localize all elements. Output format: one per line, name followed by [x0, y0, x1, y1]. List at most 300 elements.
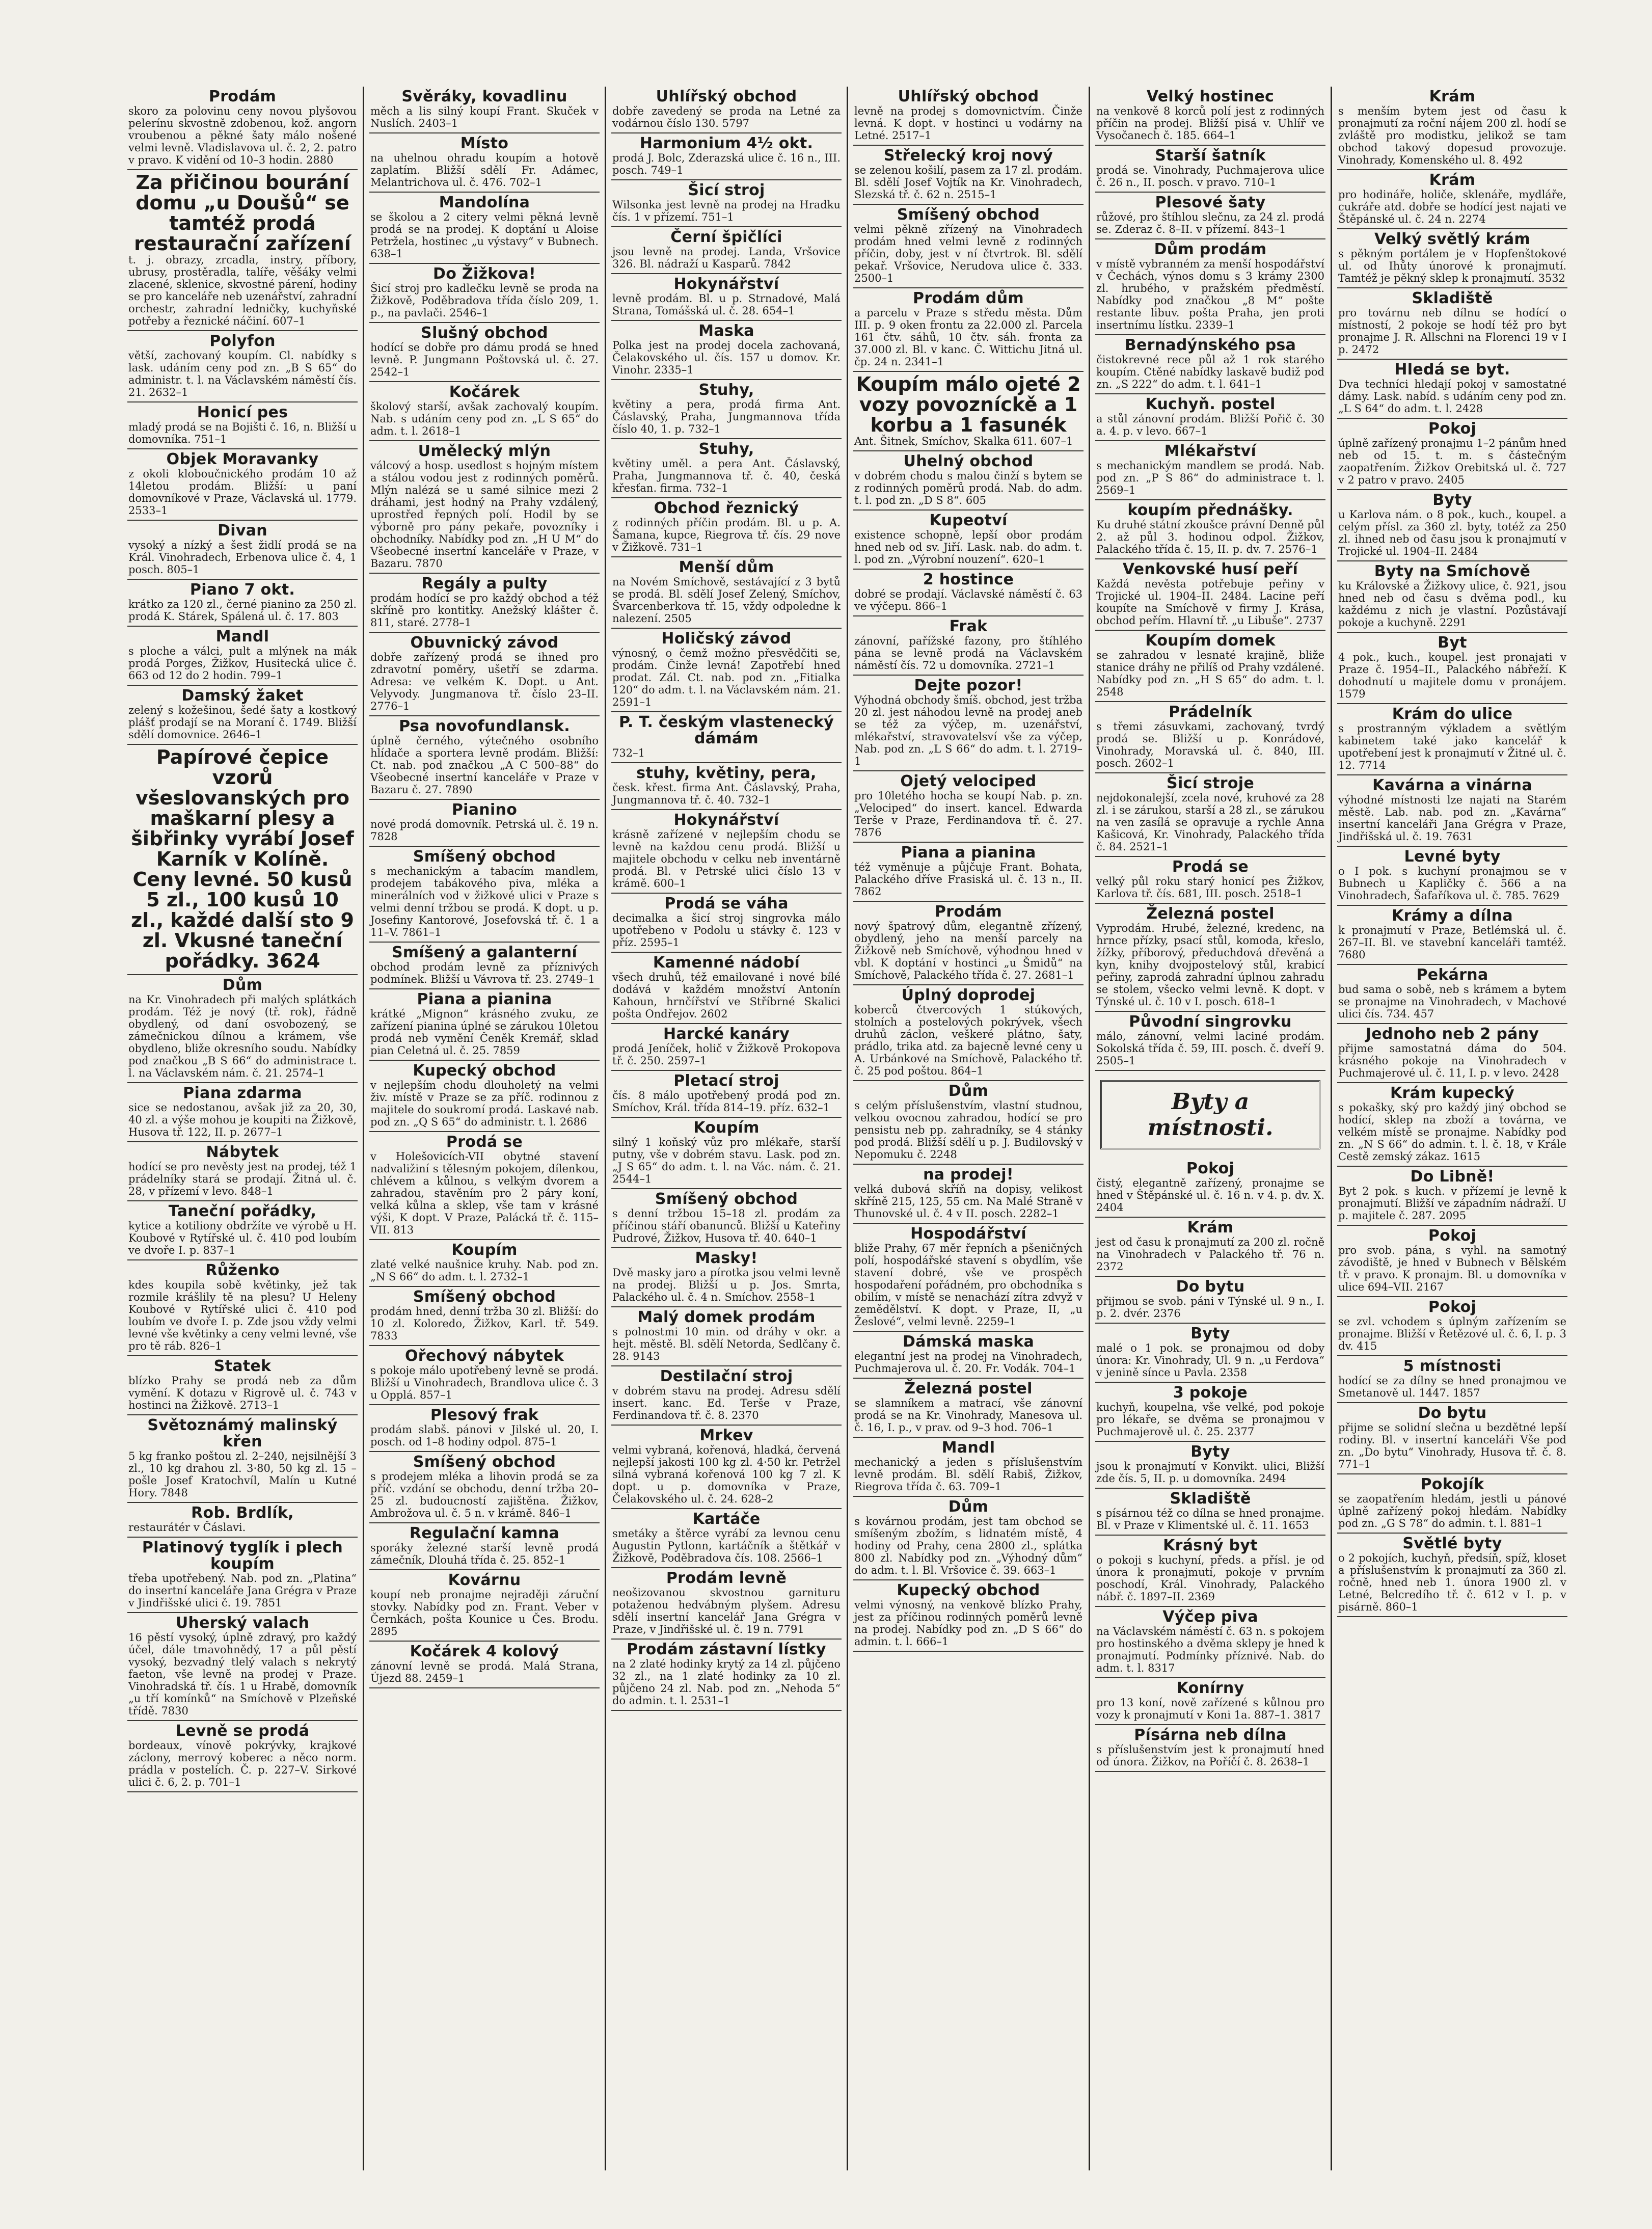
column-rule	[1331, 87, 1332, 2170]
ad-headline: Piana a pianina	[417, 990, 552, 1008]
section-heading-box: Byty a místnosti.	[1100, 1080, 1320, 1149]
ad-body-text: ku Královské a Žižkovy ulice, č. 921, jsou hned neb od času s dvěma podl., ku každému z nich je vlastní. Pozůstávají pokoje a kuchyně. 2291	[1338, 580, 1566, 629]
ad-body-text: sporáky železné starší levně prodá zámečník, Dlouhá třída č. 25. 852–1	[370, 1542, 599, 1566]
classified-ad	[1095, 1012, 1325, 1071]
classified-ad	[369, 1240, 600, 1287]
ad-headline: Původní singrovku	[1129, 1013, 1292, 1031]
ad-headline: Uherský valach	[175, 1614, 310, 1632]
classified-ad	[127, 745, 358, 975]
ad-body-text: pro svob. pána, s vyhl. na samotný závodiště, je hned v Bubnech v Bělském tř. v pravo. K pronajm. Bl. u domovníka v ulice 694–VII. 2167	[1338, 1244, 1566, 1293]
classified-ad	[853, 288, 1084, 372]
ad-headline: Dům	[222, 976, 263, 994]
classified-ad	[1095, 559, 1325, 631]
ad-body-text: v místě vybranném za menší hospodářství v Čechách, výnos domu s 3 krámy 2300 zl. hrubého, v pražském předměstí. Nabídky pod značkou „8 M“ pošte restante libuv. pošta Praha, jen proti insertnímu lístku. 2339–1	[1096, 258, 1324, 331]
ad-body-text: malé o 1 pok. se pronajmou od doby února: Kr. Vinohrady, Ul. 9 n. „u Ferdova“ v jenině sínce u Pavla. 2358	[1096, 1342, 1324, 1379]
ad-headline: Krám	[1429, 171, 1476, 189]
classified-ad	[1095, 1277, 1325, 1324]
ad-headline: Pokoj	[1428, 420, 1477, 438]
ad-body-text: Dva techníci hledají pokoj v samostatné dámy. Lask. nabíd. s udáním ceny pod zn. „L S 64“ do adm. t. l. 2428	[1338, 378, 1566, 415]
classified-ad	[369, 943, 600, 989]
ad-headline: Prodá se	[1172, 858, 1249, 876]
ad-body-text: v nejlepším chodu dlouholetý na velmi živ. místě v Praze se za příč. rodinnou z majitele do soukromí prodá. Laskavé nab. pod zn. „Q S 65“ do administr. t. l. 2686	[370, 1079, 599, 1128]
ad-headline: Kupecký obchod	[413, 1062, 556, 1080]
ad-body-text: skoro za polovinu ceny novou plyšovou pelerínu skvostně zdobenou, kož. angorn vroubenou a pěkné šaty málo nošené velmi levně. Vladislavova ul. č. 2, 2. patro v pravo. K vidění od 10–3 hodin. 2880	[128, 105, 357, 166]
classified-ad	[611, 227, 842, 274]
ad-headline: Plesové šaty	[1155, 194, 1266, 211]
classified-ad	[369, 989, 600, 1061]
classified-ad	[853, 1165, 1084, 1224]
ad-body-text: výhodné místnosti lze najati na Starém městě. Lab. nab. pod zn. „Kavárna“ insertní kanceláři Jana Grégra v Praze, Jindřišská ul. č. 19. 7631	[1338, 794, 1566, 843]
classifieds-column-4	[853, 87, 1084, 2170]
ad-headline: na prodej!	[923, 1166, 1014, 1184]
ad-body-text: na Václavském náměstí č. 63 n. s pokojem pro hostinského a dvěma sklepy je hned k pronajmutí. Podmínky příznivé. Nab. do adm. t. l. 8317	[1096, 1625, 1324, 1674]
classified-ad	[1095, 1383, 1325, 1442]
classified-ad	[853, 146, 1084, 205]
classified-ad	[1337, 419, 1567, 490]
ad-headline: Písárna neb dílna	[1134, 1726, 1287, 1744]
ad-headline: Kupeotví	[929, 512, 1008, 529]
classified-ad	[1337, 1474, 1567, 1534]
ad-headline: Bernadýnského psa	[1124, 336, 1296, 354]
classified-ad	[611, 87, 842, 133]
ad-body-text: prodám hodící se pro každý obchod a též skříně pro kontitky. Anežský klášter č. 811, staré. 2778–1	[370, 592, 599, 629]
ad-body-text: se zvl. vchodem s úplným zařízením se pronajme. Bližší v Řetězové ul. č. 6, I. p. 3 dv. 415	[1338, 1315, 1567, 1352]
ad-body-text: čistý, elegantně zařízený, pronajme se hned v Štěpánské ul. č. 16 n. v 4. p. dv. X. 2404	[1096, 1177, 1324, 1214]
classified-ad	[1095, 394, 1325, 441]
classified-ad	[127, 1721, 358, 1792]
ad-headline: Honicí pes	[197, 404, 288, 421]
ad-body-text: Šicí stroj pro kadlečku levně se proda na Žižkově, Poděbradova třída číslo 209, 1. p., na pavlači. 2546–1	[370, 282, 599, 319]
ad-headline: Dům	[948, 1498, 989, 1516]
ad-headline: Pletací stroj	[673, 1072, 779, 1090]
ad-headline: Stuhy,	[698, 440, 754, 458]
classified-ad	[369, 800, 600, 847]
ad-headline: Hospodářství	[910, 1225, 1026, 1243]
ad-body-text: silný 1 koňský vůz pro mlékaře, starší putny, vše v dobrém stavu. Lask. pod zn. „J S 65“ do adm. t. l. na Vác. nám. č. 21. 2544–1	[612, 1136, 841, 1185]
classified-ad	[611, 1509, 842, 1568]
classified-ad	[1337, 1534, 1567, 1617]
ad-body-text: hodící se pro nevěsty jest na prodej, též 1 prádelníky stará se prodají. Žitná ul. č. 28, v přízemí v levo. 848–1	[128, 1161, 357, 1197]
ad-body-text: a stůl zánovní prodám. Bližší Pořič č. 30 a. 4. p. v levo. 667–1	[1096, 413, 1324, 437]
classified-ad	[369, 382, 600, 441]
ad-body-text: decimalka a šicí stroj singrovka málo upotřebeno v Podolu u stávky č. 123 v příz. 2595–1	[612, 912, 841, 949]
ad-body-text: koberců čtvercových 1 stúkových, stolních a postelových pokrývek, všech druhů záclon, veškeré plátno, šaty, prádlo, trika atd. za bajecně levné ceny u A. Urbánkové na Smíchově, Palackého tř. č. 25 pod poštou. 864–1	[854, 1004, 1082, 1077]
ad-body-text: dobře zařízený prodá se ihned pro zdravotní poměry, ušetří se zdarma. Adresa: ve velkém K. Dopt. u Ant. Velyvody. Jungmanova tř. číslo 23–II. 2776–1	[370, 651, 599, 712]
classified-ad	[611, 1024, 842, 1071]
classified-ad	[611, 498, 842, 557]
ad-body-text: v dobrém chodu s malou činží s bytem se z rodinných poměrů prodá. Nab. do adm. t. l. pod zn. „D S 8“. 605	[854, 470, 1082, 506]
ad-headline: Venkovské husí peří	[1122, 560, 1298, 578]
classified-ad	[1337, 360, 1567, 419]
ad-headline: Levné byty	[1404, 848, 1501, 866]
ad-body-text: na 2 zlaté hodinky krytý za 14 zl. půjčeno 32 zl., na 1 zlaté hodinky za 10 zl. půjčeno 24 zl. Nab. pod zn. „Nehoda 5“ do admin. t. l. 2531–1	[612, 1658, 841, 1707]
ad-headline: Velký světlý krám	[1374, 230, 1530, 248]
ad-body-text: a parcelu v Praze s středu města. Dům III. p. 9 oken frontu za 22.000 zl. Parcela 161 čtv. sáhů, 10 čtv. sáh. fronta za 37.000 zl. Bl. v kanc. Č. Wittichu Jitná ul. čp. 24 n. 2341–1	[854, 307, 1082, 368]
ad-headline: Prodám	[934, 903, 1003, 921]
ad-body-text: pro 10letého hocha se koupí Nab. p. zn. „Velociped“ do insert. kancel. Edwarda Terše v Praze, Ferdinandova tř. č. 27. 7876	[854, 790, 1082, 839]
classified-ad	[1337, 704, 1567, 775]
ad-body-text: o 2 pokojích, kuchyň, předsíň, spíž, kloset a příslušenstvím k pronajmutí za 360 zl. ročně, hned neb 1. února 1900 zl. v Letné, Belcredího tř. č. 612 v I. p. v pisárně. 860–1	[1338, 1552, 1566, 1613]
ad-body-text: na venkově 8 korců polí jest z rodinných příčin na prodej. Bližší pisá v. Uhlíř ve Vysočanech č. 185. 664–1	[1096, 105, 1324, 142]
ad-body-text: se zelenou košilí, pasem za 17 zl. prodám. Bl. sdělí Josef Vojtík na Kr. Vinohradech, Slezská tř. č. 62 n. 2515–1	[854, 164, 1082, 201]
ad-body-text: bud sama o sobě, neb s krámem a bytem se pronajme na Vinohradech, v Machové ulici čís. 734. 457	[1338, 983, 1566, 1020]
ad-headline: Pokoj	[1186, 1160, 1235, 1177]
classified-ad	[369, 323, 600, 382]
ad-body-text: pro 13 koní, nově zařízené s kůlnou pro vozy k pronajmutí v Koni 1a. 887–1. 3817	[1096, 1697, 1324, 1721]
classified-ad	[853, 771, 1084, 843]
classified-ad	[1095, 1489, 1325, 1536]
classified-ad	[369, 1287, 600, 1346]
classified-ad	[611, 1118, 842, 1189]
ad-body-text: bordeaux, vínově pokrývky, krajkové záclony, merrový koberec a něco norm. prádla v postelích. Č. p. 227–V. Sirkové ulici č. 6, 2. p. 701–1	[128, 1739, 357, 1788]
classifieds-column-3	[611, 87, 842, 2170]
ad-headline: Byty	[1190, 1443, 1230, 1461]
classified-ad	[369, 574, 600, 633]
ad-body-text: mechanický a jeden s příslušenstvím levně prodám. Bl. sdělí Rabiš, Žižkov, Riegrova třída č. 63. 709–1	[854, 1456, 1082, 1493]
ad-body-text: s příslušenstvím jest k pronajmutí hned od února. Žižkov, na Poříčí č. 8. 2638–1	[1096, 1743, 1324, 1768]
ad-body-text: hodící se za dílny se hned pronajmou ve Smetanově ul. 1447. 1857	[1338, 1375, 1566, 1399]
ad-body-text: s menším bytem jest od času k pronajmutí za roční nájem 200 zl. hodí se zvláště pro modistku, jelikož se tam obchod takový dopesud provozuje. Vinohrady, Komenského ul. 8. 492	[1338, 105, 1566, 166]
ad-headline: Mandolína	[439, 194, 530, 211]
ad-body-text: prodá se. Vinohrady, Puchmajerova ulice č. 26 n., II. posch. v pravo. 710–1	[1096, 164, 1324, 189]
ad-headline: Nábytek	[206, 1143, 279, 1161]
column-rule	[847, 87, 848, 2170]
classified-ad	[369, 633, 600, 716]
ad-body-text: vysoký a nízký a šest židlí prodá se na Král. Vinohradech, Erbenova ulice č. 4, 1 posch. 805–1	[128, 539, 357, 576]
ad-headline: Výčep piva	[1162, 1608, 1258, 1626]
classified-ad	[853, 1081, 1084, 1165]
ad-headline: Uhlířský obchod	[898, 88, 1039, 105]
ad-body-text: se slamníkem a matrací, vše zánovní prodá se na Kr. Vinohrady, Manesova ul. č. 16, I. p., v prav. od 9–3 hod. 706–1	[854, 1397, 1082, 1434]
ad-body-text: obchod prodám levně za příznivých podmínek. Bližší u Vávrova tř. 23. 2749–1	[370, 961, 599, 985]
classified-ad	[1337, 1403, 1567, 1474]
classified-ad	[611, 1189, 842, 1248]
ad-body-text: málo, zánovní, velmi laciné prodám. Sokolská třída č. 59, III. posch. č. dveří 9. 2505–1	[1096, 1030, 1324, 1067]
ad-body-text: o I pok. s kuchyní pronajmou se v Bubnech u Kapličky č. 566 a na Vinohradech, Šafaříkova ul. č. 785. 7629	[1338, 865, 1566, 902]
ad-body-text: jsou levně na prodej. Landa, Vršovice 326. Bl. nádraží u Kasparů. 7842	[612, 246, 841, 270]
ad-body-text: školový starší, avšak zachovalý koupím. Nab. s udáním ceny pod zn. „L S 65“ do adm. t. l. 2618–1	[370, 400, 599, 437]
ad-headline: Mandl	[941, 1439, 995, 1457]
ad-headline: Krámy a dílna	[1392, 907, 1513, 925]
classified-ad	[1337, 288, 1567, 360]
ad-body-text: velký půl roku starý honicí pes Žižkov, Karlova tř. čís. 681, III. posch. 2518–1	[1096, 875, 1324, 900]
classified-ad	[369, 133, 600, 193]
classified-ad	[611, 133, 842, 180]
classified-ad	[1337, 965, 1567, 1024]
ad-headline: Smíšený obchod	[413, 848, 556, 866]
classified-ad	[127, 1356, 358, 1415]
classified-ad	[127, 1415, 358, 1503]
ad-body-text: úplně černého, výtečného osobního hlídače a sportera levně prodám. Bližší: Ct. nab. pod značkou „A C 500–88“ do Všeobecné insertní kanceláře v Praze v Bazaru č. 27. 7890	[370, 735, 599, 796]
classified-ad	[1095, 857, 1325, 904]
classified-ad	[369, 441, 600, 574]
classified-ad	[1337, 490, 1567, 561]
ad-body-text: k pronajmutí v Praze, Betlémská ul. č. 267–II. Bl. ve stavební kanceláři tamtéž. 7680	[1338, 924, 1566, 961]
classified-ad	[1095, 1218, 1325, 1277]
classified-ad	[127, 1613, 358, 1721]
ad-body-text: prodám slabš. pánovi v Jilské ul. 20, I. posch. od 1–8 hodiny odpol. 875–1	[370, 1424, 599, 1448]
ad-body-text: pro hodináře, holiče, sklenáře, mydláře, cukráře atd. dobře se hodící jest najati ve Štěpánské ul. č. 24 n. 2274	[1338, 189, 1566, 225]
ad-headline: Svěráky, kovadlinu	[401, 88, 567, 105]
ad-headline: Krám	[1187, 1219, 1234, 1237]
ad-headline: Dům	[948, 1082, 989, 1100]
ad-body-text: pro továrnu neb dílnu se hodící o místností, 2 pokoje se hodí též pro byt pronajme J. R. Allschni na Florenci 19 v I p. 2472	[1338, 307, 1566, 356]
ad-body-text: jsou k pronajmutí v Konvikt. ulici, Bližší zde čís. 5, II. p. u domovníka. 2494	[1096, 1460, 1324, 1485]
ad-body-text: Vyprodám. Hrubé, železné, kredenc, na hrnce přízky, psací stůl, komoda, křeslo, žížky, příborový, předuchdová dřevěná a kyn, knihy dvojpostelový stůl, krabicí peřiny, zaprodá zahradní úplnou zahradu se stolem, všecko velmi levně. K dopt. v Týnské ul. č. 10 v I. posch. 618–1	[1096, 922, 1324, 1008]
ad-body-text: růžové, pro štíhlou slečnu, za 24 zl. prodá se. Zderaz č. 8–II. v přízemí. 843–1	[1096, 211, 1324, 235]
ad-body-text: s prostranným výkladem a světlým kabinetem také jako kancelář k upotřebení jest k pronajmutí v Žitné ul. č. 12. 7714	[1338, 722, 1566, 771]
ad-body-text: s pěkným portálem je v Hopfenštokové ul. od Ihůty únorové k pronajmutí. Tamtéž je pěkný sklep k pronajmutí. 3532	[1338, 248, 1566, 284]
ad-body-text: Každá nevěsta potřebuje peřiny v Trojické ul. 1904–II. 2484. Lacine peří koupíte na Smíchově v firmy J. Krása, obchod peřím. Hlavní tř. „u Libuše“. 2737	[1096, 578, 1324, 627]
ad-headline: Uhelný obchod	[903, 452, 1034, 470]
classified-ad	[1095, 1536, 1325, 1607]
classified-ad	[127, 1083, 358, 1142]
ad-body-text: s polnostmi 10 min. od dráhy v okr. a hejt. městě. Bl. sdělí Netorda, Sedlčany č. 28. 9143	[612, 1326, 841, 1362]
classified-ad	[127, 1503, 358, 1538]
ad-body-text: čís. 8 málo upotřebený prodá pod zn. Smíchov, Král. třída 814–19. příz. 632–1	[612, 1089, 841, 1114]
ad-headline: Šicí stroj	[688, 181, 765, 199]
ad-body-text: Ant. Šitnek, Smíchov, Skalka 611. 607–1	[854, 435, 1073, 447]
classifieds-column-6	[1337, 87, 1567, 2170]
ad-headline: Kočárek	[449, 383, 520, 401]
ad-headline: Divan	[218, 522, 267, 540]
ad-body-text: z okoli kloboučnického prodám 10 až 14letou prodám. Bližší: u paní domovníkové v Praze, Václavská ul. 1779. 2533–1	[128, 468, 357, 517]
ad-body-text: s ploche a válci, pult a mlýnek na mák prodá Porges, Žižkov, Husitecká ulice č. 663 od 12 do 2 hodin. 799–1	[128, 645, 357, 682]
ad-body-text: Polka jest na prodej docela zachovaná, Čelakovského ul. čís. 157 u domov. Kr. Vinohr. 2335–1	[612, 339, 841, 376]
ad-headline: Smíšený obchod	[655, 1190, 798, 1208]
classified-ad	[1337, 170, 1567, 229]
ad-headline: Skladiště	[1170, 1490, 1251, 1508]
ad-headline: Krám kupecký	[1390, 1084, 1514, 1102]
ad-body-text: s třemi zásuvkami, zachovaný, tvrdý prodá se. Bližší u p. Konrádové, Vinohrady, Moravská ul. č. 840, III. posch. 2602–1	[1096, 720, 1324, 769]
ad-headline: Pekárna	[1416, 966, 1488, 984]
ad-headline: Smíšený obchod	[413, 1453, 556, 1471]
ad-body-text: na uhelnou ohradu koupím a hotově zaplatím. Bližší sdělí Fr. Adámec, Melantrichova ul. č. 476. 702–1	[370, 152, 599, 189]
ad-body-text: větší, zachovaný koupím. Cl. nabídky s lask. udáním ceny pod zn. „B S 65“ do administr. t. l. na Václavském náměstí čís. 21. 2632–1	[128, 350, 357, 398]
classifieds-column-5	[1095, 87, 1325, 2170]
ad-headline: Rob. Brdlík,	[191, 1504, 294, 1522]
ad-headline: Holičský závod	[661, 630, 792, 648]
classified-ad	[1337, 1083, 1567, 1167]
classified-ad	[127, 402, 358, 449]
ad-headline: Mrkev	[699, 1427, 753, 1444]
classified-ad	[1095, 773, 1325, 857]
classified-ad	[611, 380, 842, 439]
ad-body-text: dobré se prodají. Václavské náměstí č. 63 ve výčepu. 866–1	[854, 588, 1082, 612]
ad-headline: Byty	[1432, 491, 1472, 509]
ad-headline: Starší šatník	[1155, 147, 1266, 165]
ad-body-text: Dvě masky jaro a pírotka jsou velmi levně na prodej. Bližší u p. Jos. Smrta, Palackého ul. č. 4 n. Smíchov. 2558–1	[612, 1267, 841, 1303]
ad-headline: Krám do ulice	[1392, 705, 1513, 723]
column-rule	[363, 87, 364, 2170]
classified-ad	[611, 1248, 842, 1307]
ad-headline: Masky!	[695, 1249, 758, 1267]
ad-headline: Hokynářství	[673, 811, 779, 829]
ad-body-text: nový špatrový dům, elegantně zřízený, obydlený, jeho na menší parcely na Žižkově neb Smíchově, výhodnou hned v vbl. K doptání v hostinci „u Šmidů“ na Smíchově, Palackého třída č. 27. 2681–1	[854, 920, 1082, 981]
ad-body-text: květiny a pera, prodá firma Ant. Čáslavský, Praha, Jungmannova třída číslo 40, 1. p. 732–1	[612, 398, 841, 435]
classified-ad	[1337, 1356, 1567, 1403]
classified-ad	[1095, 631, 1325, 702]
ad-headline: Prodám levně	[666, 1569, 787, 1587]
classified-ad	[611, 180, 842, 227]
ad-body-text: s písárnou též co dílna se hned pronajme. Bl. v Praze v Klimentské ul. č. 11. 1653	[1096, 1507, 1324, 1532]
ad-body-text: t. j. obrazy, zrcadla, instry, příbory, ubrusy, prostěradla, talíře, věšáky velmi zlacené, sklenice, skvostné párení, hodiny se pro kanceláře neb uzenářství, zahradní orchestr, zahradní ledničky, kuchyňské potřeby a řeznické náčiní. 607–1	[128, 254, 357, 327]
ad-body-text: Ku druhé státní zkoušce právní Denně půl 2. až půl 3. hodinou odpol. Žižkov, Palackého třída č. 15, II. p. dv. 7. 2576–1	[1096, 519, 1324, 555]
ad-headline: Černí špičlíci	[670, 228, 782, 246]
ad-headline: Taneční pořádky,	[168, 1202, 317, 1220]
ad-headline: Papírové čepice vzorů všeslovanských pro maškarní plesy a šibřinky vyrábí Josef Karník v Kolíně. Ceny levné. 50 kusů 5 zl., 100 kusů 10 zl., každé další sto 9 zl. Vkusné taneční pořádky. 3624	[131, 746, 354, 972]
ad-headline: Kamenné nádobí	[653, 954, 800, 972]
classified-ad	[127, 449, 358, 521]
ad-headline: Pokoj	[1428, 1227, 1477, 1245]
ad-body-text: prodám hned, denní tržba 30 zl. Bližší: do 10 zl. Koloredo, Žižkov, Karl. tř. 549. 7833	[370, 1305, 599, 1342]
ad-body-text: česk. křest. firma Ant. Čáslavský, Praha, Jungmannova tř. č. 40. 732–1	[612, 782, 841, 806]
ad-headline: Kartáče	[692, 1510, 761, 1528]
ad-headline: Střelecký kroj nový	[883, 147, 1053, 165]
ad-headline: Kupecký obchod	[897, 1581, 1040, 1599]
classified-ad	[1095, 1324, 1325, 1383]
classified-ad	[1337, 633, 1567, 704]
ad-body-text: s kovárnou prodám, jest tam obchod se smíšeným zbožím, s lidnatém místě, 4 hodiny od Prahy, cena 2800 zl., splátka 800 zl. Nabídky pod zn. „Výhodný dům“ do adm. t. l. Bl. Vršovice č. 39. 663–1	[854, 1515, 1082, 1576]
ad-headline: Koupím domek	[1145, 632, 1276, 650]
ad-body-text: přijme samostatná dáma do 504. krásného pokoje na Vinohradech v Puchmajerové ul. č. 11, I. p. v levo. 2428	[1338, 1042, 1566, 1079]
ad-headline: Světlé byty	[1402, 1535, 1502, 1552]
ad-body-text: velká dubová skříň na dopisy, velikost skříně 215, 125, 55 cm. Na Malé Straně v Thunovské ul. č. 4 v II. posch. 2282–1	[854, 1183, 1082, 1220]
classified-ad	[853, 1580, 1084, 1652]
classified-ad	[369, 1523, 600, 1570]
classified-ad	[369, 87, 600, 133]
classified-ad	[1095, 1442, 1325, 1489]
classified-ad	[853, 87, 1084, 146]
classified-ad	[853, 1497, 1084, 1580]
ad-body-text: s pokoje málo upotřebený levně se prodá. Bližší u Vinohradech, Brandlova ulice č. 3 u Opplá. 857–1	[370, 1364, 599, 1401]
classified-ad	[369, 1452, 600, 1523]
ad-headline: 5 místnosti	[1403, 1357, 1502, 1375]
ad-headline: Do bytu	[1418, 1404, 1487, 1422]
ad-headline: Slušný obchod	[421, 324, 548, 342]
ad-body-text: v Holešovicích-VII obytné stavení nadvaližiní s tělesným pokojem, dílenkou, chlévem a kůlnou, s velkým dvorem a zahradou, stavěním pro 2 páry koní, velká kůlna a sklep, vše tam v krásné výši, K dopt. V Praze, Palácká tř. č. 115–VII. 813	[370, 1150, 599, 1236]
ad-body-text: s mechanickým mandlem se prodá. Nab. pod zn. „P S 86“ do administrace t. l. 2569–1	[1096, 460, 1324, 496]
classified-ad	[1095, 1607, 1325, 1678]
ad-headline: Byt	[1438, 634, 1467, 652]
ad-headline: Do Žižkova!	[433, 265, 536, 283]
classified-ad	[1095, 1678, 1325, 1725]
ad-body-text: se zahradou v lesnaté krajině, bliže stanice dráhy ne přilíš od Prahy vzdálené. Nabídky pod zn. „H S 65“ do adm. t. l. 2548	[1096, 649, 1324, 698]
classified-ad	[611, 557, 842, 629]
ad-headline: Obuvnický závod	[410, 634, 559, 652]
classified-ad	[611, 1568, 842, 1640]
classified-ad	[369, 193, 600, 264]
classified-ad	[611, 953, 842, 1024]
ad-headline: Obchod řeznický	[654, 499, 799, 517]
classified-ad	[369, 847, 600, 943]
ad-headline: Levně se prodá	[175, 1722, 310, 1740]
classified-ad	[127, 331, 358, 402]
ad-headline: Do bytu	[1176, 1278, 1245, 1296]
ad-headline: Velký hostinec	[1146, 88, 1275, 105]
ad-body-text: na Kr. Vinohradech při malých splátkách prodám. Též je nový (tř. rok), řádně obydlený, od daní osvobozený, se zámečnickou dílnou a krámem, vše obydleno, bliže okresního soudu. Nabídky pod značkou „B S 66“ do administrace t. l. na Václavském nám. č. 21. 2574–1	[128, 993, 357, 1079]
ad-headline: Úplný doprodej	[901, 986, 1036, 1004]
classified-ad	[611, 629, 842, 712]
classified-ad	[1337, 1167, 1567, 1226]
classified-ad	[1095, 335, 1325, 394]
ad-headline: Regály a pulty	[421, 575, 548, 593]
ad-headline: Polyfon	[209, 332, 276, 350]
ad-headline: Dámská maska	[902, 1333, 1035, 1351]
classified-ad	[853, 570, 1084, 616]
ad-headline: Hokynářství	[673, 275, 779, 293]
ad-body-text: smetáky a štěrce vyrábí za levnou cenu Augustin Pytlonn, kartáčník a štětkář v Žižkově, Poděbradova čís. 108. 2566–1	[612, 1527, 841, 1564]
ad-body-text: neošizovanou skvostnou garnituru potaženou hedvábným plyšem. Adresu sdělí insertní kancelář Jana Grégra v Praze, v Jindřišské ul. č. 19 n. 7791	[612, 1587, 841, 1635]
ad-headline: Piano 7 okt.	[189, 581, 295, 599]
classified-ad	[853, 511, 1084, 570]
classified-ad	[127, 1538, 358, 1613]
classified-ad	[611, 439, 842, 498]
classified-ad	[1095, 146, 1325, 193]
ad-headline: Maska	[698, 322, 754, 340]
classified-ad	[369, 1346, 600, 1405]
ad-body-text: s mechanickým a tabacím mandlem, prodejem tabákového piva, mléka a minerálních vod v žižkové ulici v Praze s velmi denní tržbou se prodá. K dopt. u p. Josefiny Kantorové, Josefovská tř. č. 1 a 11–V. 7861–1	[370, 865, 599, 938]
ad-body-text: třeba upotřebený. Nab. pod zn. „Platina“ do insertní kanceláře Jana Grégra v Praze v Jindřišské ulici č. 19. 7851	[128, 1572, 357, 1609]
classified-ad	[127, 1201, 358, 1260]
ad-headline: Statek	[213, 1357, 272, 1375]
ad-body-text: válcový a hosp. usedlost s hojným místem a stálou vodou jest z rodinných poměrů. Mlýn nalézá se u samé silnice mezi 2 dráhami, jest hodný na Prahy vzdálený, uprostřed řepných polí. Hodil by se výborně pro pány pekaře, povozníky i obchodníky. Nabídky pod zn. „H U M“ do Všeobecné insertní kanceláře v Praze, v Bazaru. 7870	[370, 460, 599, 570]
ad-headline: Jednoho neb 2 pány	[1365, 1025, 1539, 1043]
ad-headline: Prodá se váha	[664, 895, 789, 912]
classified-ad	[369, 264, 600, 323]
classified-ad	[611, 810, 842, 894]
ad-headline: Koupím	[693, 1119, 760, 1137]
classified-ad	[611, 1307, 842, 1366]
classified-ad	[853, 902, 1084, 985]
classified-ad	[1337, 847, 1567, 906]
ad-body-text: levně na prodej s domovnictvím. Činže levná. K dopt. v hostinci u vodárny na Letné. 2517–1	[854, 105, 1082, 142]
ad-headline: stuhy, květiny, pera,	[636, 764, 817, 782]
ad-headline: P. T. českým vlastenecký dámám	[618, 713, 834, 747]
ad-headline: Malý domek prodám	[637, 1308, 816, 1326]
ad-headline: Smíšený obchod	[413, 1288, 556, 1306]
classified-ad	[853, 372, 1084, 451]
ad-body-text: s celým příslušenstvím, vlastní studnou, velkou ovocnou zahradou, hodící se pro pensistu neb pp. zahradníky, se 4 stánky pod prodá. Bližší sdělí u p. J. Budilovský v Nepomuku č. 2248	[854, 1099, 1082, 1161]
ad-headline: Železná postel	[1146, 905, 1275, 923]
ad-headline: Kuchyň. postel	[1145, 395, 1276, 413]
ad-body-text: z rodinných příčin prodám. Bl. u p. A. Šamana, kupce, Riegrova tř. čís. 29 nove v Žižkově. 731–1	[612, 517, 841, 553]
classified-ad	[369, 716, 600, 800]
ad-body-text: jest od času k pronajmutí za 200 zl. ročně na Vinohradech v Palackého tř. 76 n. 2372	[1096, 1236, 1324, 1273]
classified-ad	[853, 1438, 1084, 1497]
classified-ad	[1337, 906, 1567, 965]
classified-ad	[611, 763, 842, 810]
ad-headline: Prodá se	[446, 1133, 523, 1151]
classified-ad	[611, 1426, 842, 1509]
classifieds-column-1	[127, 87, 358, 2170]
ad-body-text: blízko Prahy se prodá neb za dům vymění. K dotazu v Rigrově ul. č. 743 v hostinci na Žižkově. 2713–1	[128, 1375, 357, 1411]
ad-body-text: u Karlova nám. o 8 pok., kuch., koupel. a celým přísl. za 360 zl. byty, totéž za 250 zl. ihned neb od času jsou k pronajmutí v Trojické ul. 1904–II. 2484	[1338, 508, 1566, 557]
classified-ad	[1337, 1024, 1567, 1083]
classified-ad	[1337, 1297, 1567, 1356]
classifieds-column-2	[369, 87, 600, 2170]
classified-ad	[853, 1224, 1084, 1332]
ad-headline: Do Libně!	[1410, 1168, 1495, 1186]
ad-body-text: dobře zavedený se proda na Letné za vodárnou číslo 130. 5797	[612, 105, 841, 129]
classified-ad	[369, 1061, 600, 1132]
ad-body-text: o pokoji s kuchyní, předs. a přísl. je od února k pronajmutí, pokoje v prvním poschodí, Král. Vinohrady, Palackého nábř. č. 1897–II. 2369	[1096, 1554, 1324, 1603]
ad-body-text: velmi výnosný, na venkově blízko Prahy, jest za příčinou rodinných poměrů levně na prodej. Nabídky pod zn. „D S 66“ do admin. t. l. 666–1	[854, 1599, 1082, 1648]
ad-headline: Krám	[1429, 88, 1476, 105]
ad-headline: Uhlířský obchod	[656, 88, 797, 105]
classified-ad	[1337, 775, 1567, 847]
ad-headline: Byty na Smíchově	[1374, 562, 1531, 580]
